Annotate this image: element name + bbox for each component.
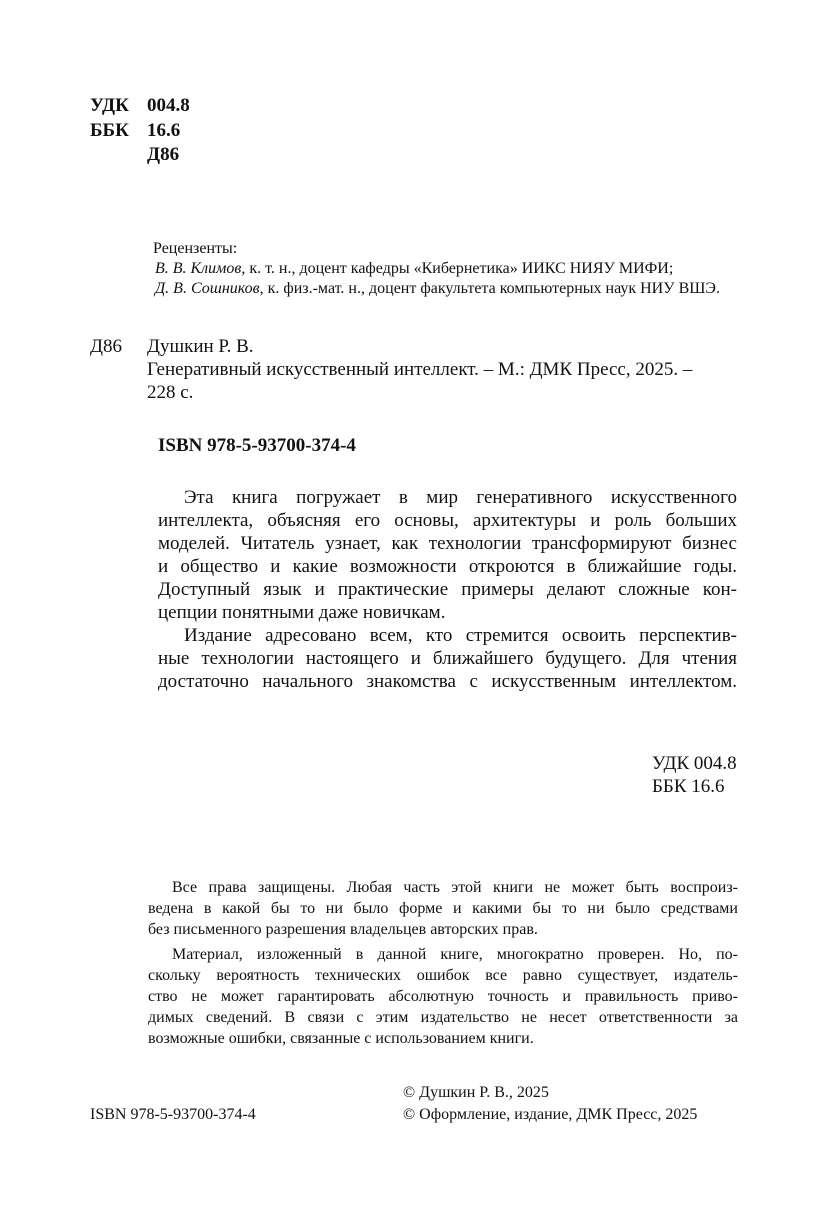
- annotation-line: интеллекта, объясняя его основы, архитектуры и роль больших: [158, 510, 737, 531]
- annotation-line: цепции понятными даже новичкам.: [158, 602, 446, 623]
- notice-line: димых сведений. В связи с этим издательство не несет ответственности за: [148, 1009, 738, 1026]
- reviewers-title: Рецензенты:: [153, 240, 238, 257]
- notice-line: ведена в какой бы то ни было форме и какими бы то ни было средствами: [148, 900, 738, 917]
- bbk-label: ББК: [90, 120, 129, 141]
- udk-label: УДК: [90, 95, 129, 116]
- footer-isbn: ISBN 978-5-93700-374-4: [90, 1106, 256, 1123]
- entry-author: Душкин Р. В.: [147, 336, 254, 357]
- bbk-value: 16.6: [147, 120, 181, 141]
- annotation-line: Эта книга погружает в мир генеративного искусственного: [184, 487, 737, 508]
- annotation-line: Издание адресовано всем, кто стремится освоить перспектив-: [184, 625, 737, 646]
- notice-line: скольку вероятность технических ошибок все равно существует, издатель-: [148, 967, 738, 984]
- annotation-line: достаточно начального знакомства с искусственным интеллектом.: [158, 671, 737, 692]
- annotation-line: моделей. Читатель узнает, как технологии трансформируют бизнес: [158, 533, 737, 554]
- right-bbk: ББК 16.6: [652, 776, 725, 797]
- entry-pages: 228 с.: [147, 382, 194, 403]
- notice-line: ство не может гарантировать абсолютную точность и правильность приво-: [148, 988, 738, 1005]
- copyright-author: © Душкин Р. В., 2025: [403, 1084, 549, 1101]
- notice-line: возможные ошибки, связанные с использованием книги.: [148, 1030, 534, 1047]
- copyright-publisher: © Оформление, издание, ДМК Пресс, 2025: [403, 1106, 698, 1123]
- entry-isbn: ISBN 978-5-93700-374-4: [158, 435, 356, 456]
- author-mark: Д86: [147, 144, 180, 165]
- annotation-line: и общество и какие возможности откроются в ближайшие годы.: [158, 556, 737, 577]
- right-udk: УДК 004.8: [652, 753, 737, 774]
- reviewer-1: [155, 258, 673, 280]
- entry-title-line: Генеративный искусственный интеллект. – М.: ДМК Пресс, 2025. –: [147, 359, 693, 380]
- reviewer-1-name: В. В. Климов: [155, 260, 242, 277]
- entry-mark: Д86: [90, 336, 122, 357]
- udk-value: 004.8: [147, 95, 190, 116]
- notice-line: без письменного разрешения владельцев авторских прав.: [148, 921, 538, 938]
- reviewer-1-desc: , к. т. н., доцент кафедры «Кибернетика» ИИКС НИЯУ МИФИ;: [241, 260, 674, 277]
- notice-line: Материал, изложенный в данной книге, многократно проверен. Но, по-: [172, 946, 738, 963]
- reviewer-2-name: Д. В. Сошников: [155, 280, 260, 297]
- annotation-line: ные технологии настоящего и ближайшего будущего. Для чтения: [158, 648, 737, 669]
- annotation-line: Доступный язык и практические примеры делают сложные кон-: [158, 579, 737, 600]
- reviewer-2: [155, 278, 720, 300]
- reviewer-2-desc: , к. физ.-мат. н., доцент факультета компьютерных наук НИУ ВШЭ.: [259, 280, 720, 297]
- notice-line: Все права защищены. Любая часть этой книги не может быть воспроиз-: [172, 879, 738, 896]
